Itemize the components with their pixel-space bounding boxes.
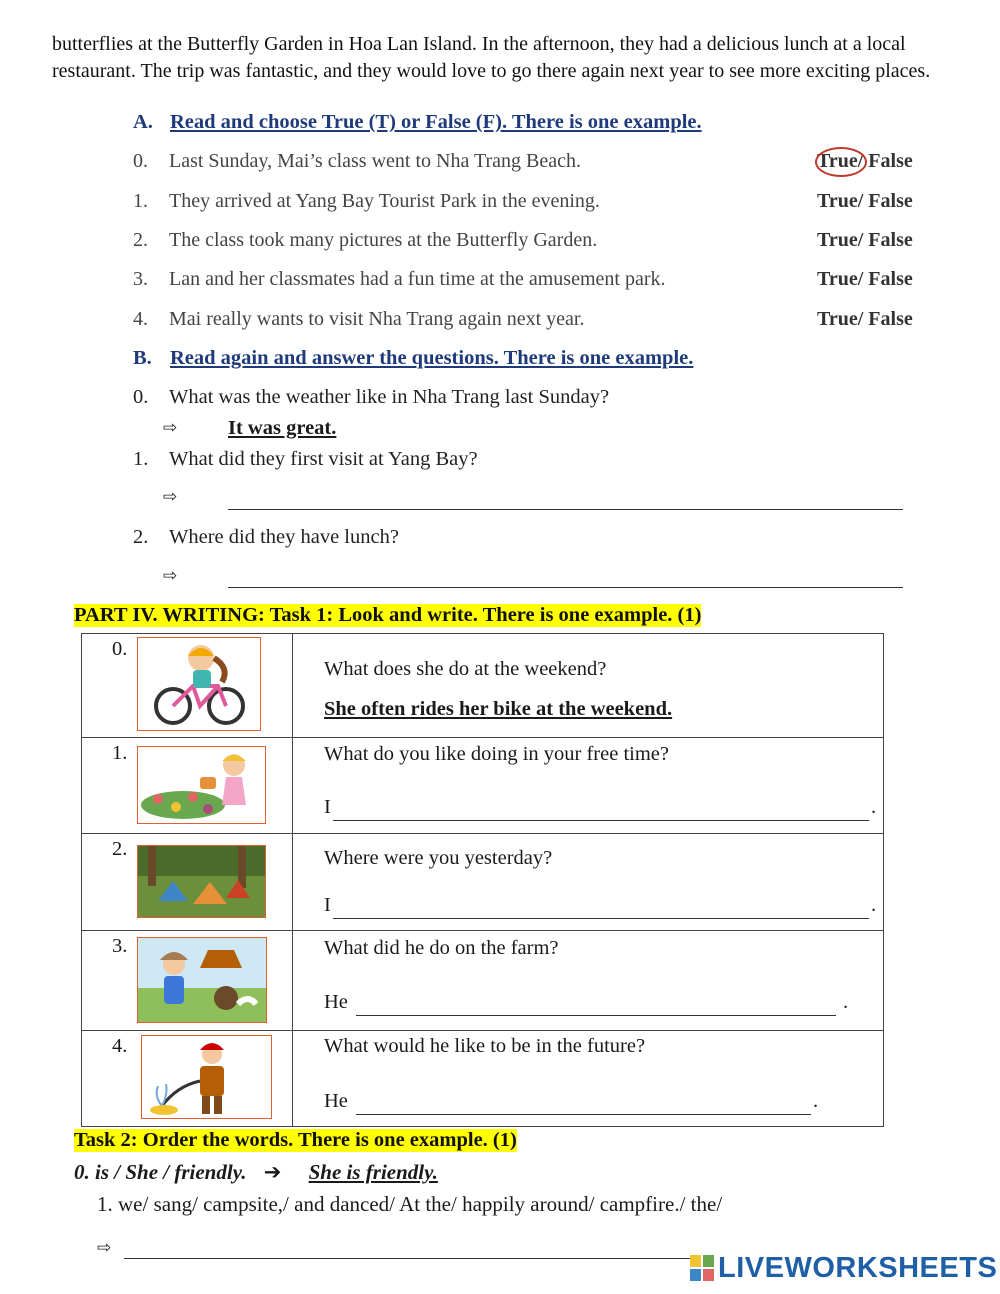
picture-cell: [82, 834, 293, 931]
tf-num: 4.: [133, 308, 148, 330]
section-a-heading: [133, 111, 933, 137]
answer-prefix: He: [324, 1090, 348, 1112]
tf-choice[interactable]: True/ False: [817, 268, 913, 290]
passage-text: butterflies at the Butterfly Garden in Hoa Lan Island. In the afternoon, they had a delicious lunch at a local restaurant. The trip was fantastic, and they would love to go there again next year to see more exciting places.: [52, 33, 931, 82]
question-cell: [293, 931, 884, 1031]
task2-heading: Task 2: Order the words. There is one example. (1): [74, 1129, 517, 1151]
row-number: 4.: [112, 1035, 128, 1057]
boy-on-farm-picture: [137, 937, 267, 1023]
row-number: 1.: [112, 742, 128, 764]
task2-example: [74, 1160, 438, 1185]
arrow-icon: ⇨: [163, 566, 178, 586]
tf-row-2: [133, 229, 933, 257]
picture-cell: [82, 931, 293, 1031]
question-cell: [293, 1031, 884, 1127]
picture-cell: [82, 1031, 293, 1127]
example-words: 0. is / She / friendly.: [74, 1160, 247, 1184]
table-row: [82, 931, 884, 1031]
arrow-icon: ⇨: [97, 1238, 112, 1258]
question-cell: [293, 738, 884, 834]
arrow-icon: ⇨: [163, 418, 178, 438]
arrow-icon: ⇨: [163, 487, 178, 507]
picture-cell: [82, 634, 293, 738]
girl-watering-flowers-picture: [137, 746, 266, 824]
section-a-letter: A.: [133, 111, 153, 133]
question-num: 0.: [133, 386, 149, 408]
row-number: 3.: [112, 935, 128, 957]
question-text: What did they first visit at Yang Bay?: [169, 448, 478, 470]
table-row: [82, 834, 884, 931]
right-arrow-icon: ➔: [263, 1160, 282, 1184]
answer-line-2[interactable]: [228, 587, 903, 588]
picture-cell: [82, 738, 293, 834]
tf-row-3: [133, 268, 933, 296]
question-cell: [293, 634, 884, 738]
question-text: Where were you yesterday?: [324, 847, 553, 869]
tf-num: 2.: [133, 229, 148, 251]
section-b-heading: [133, 347, 933, 373]
campsite-picture: [137, 845, 266, 918]
question-text: Where did they have lunch?: [169, 526, 399, 548]
row-number: 2.: [112, 838, 128, 860]
task2-item-1: 1. we/ sang/ campsite,/ and danced/ At the/ happily around/ campfire./ the/: [97, 1192, 723, 1216]
answer-suffix: .: [843, 991, 849, 1013]
answer-suffix: .: [871, 796, 877, 818]
answer-line[interactable]: [356, 1015, 836, 1016]
tf-statement: They arrived at Yang Bay Tourist Park in the evening.: [169, 190, 600, 212]
tf-statement: Last Sunday, Mai’s class went to Nha Trang Beach.: [169, 150, 581, 172]
question-text: What would he like to be in the future?: [324, 1035, 646, 1057]
question-num: 1.: [133, 448, 149, 470]
tf-statement: Lan and her classmates had a fun time at the amusement park.: [169, 268, 666, 290]
row-number: 0.: [112, 638, 128, 660]
question-text: What do you like doing in your free time?: [324, 743, 669, 765]
logo-icon: [690, 1255, 714, 1281]
question-text: What does she do at the weekend?: [324, 658, 607, 680]
answer-prefix: I: [324, 894, 331, 916]
table-row: [82, 1031, 884, 1127]
logo-text: LIVEWORKSHEETS: [718, 1251, 998, 1284]
tf-num: 0.: [133, 150, 148, 172]
tf-statement: Mai really wants to visit Nha Trang again next year.: [169, 308, 585, 330]
example-answer: She is friendly.: [308, 1160, 438, 1184]
answer-prefix: I: [324, 796, 331, 818]
section-a-title: Read and choose True (T) or False (F). There is one example.: [170, 111, 702, 133]
tf-row-0: [133, 150, 933, 178]
tf-row-1: [133, 190, 933, 218]
girl-bike-picture: [137, 637, 261, 731]
answer-suffix: .: [813, 1090, 819, 1112]
tf-num: 3.: [133, 268, 148, 290]
example-answer: It was great.: [228, 417, 337, 439]
tf-choice[interactable]: True/ False: [817, 190, 913, 212]
example-circle-mark: [815, 147, 867, 177]
answer-line[interactable]: [333, 918, 869, 919]
section-b-title: Read again and answer the questions. There is one example.: [170, 347, 694, 369]
question-cell: [293, 834, 884, 931]
tf-row-4: [133, 308, 933, 336]
table-row: [82, 634, 884, 738]
firefighter-picture: [141, 1035, 272, 1119]
tf-statement: The class took many pictures at the Butterfly Garden.: [169, 229, 598, 251]
question-text: What did he do on the farm?: [324, 937, 559, 959]
answer-suffix: .: [871, 894, 877, 916]
section-b-letter: B.: [133, 347, 152, 369]
answer-line[interactable]: [356, 1114, 811, 1115]
answer-line[interactable]: [333, 820, 869, 821]
tf-num: 1.: [133, 190, 148, 212]
writing-table: [81, 633, 884, 1127]
table-row: [82, 738, 884, 834]
tf-choice[interactable]: True/ False: [817, 308, 913, 330]
question-num: 2.: [133, 526, 149, 548]
question-text: What was the weather like in Nha Trang last Sunday?: [169, 386, 610, 408]
answer-line-task2[interactable]: [124, 1258, 694, 1259]
answer-prefix: He: [324, 991, 348, 1013]
tf-choice-example: True/ False: [817, 150, 913, 172]
example-answer: She often rides her bike at the weekend.: [324, 698, 673, 720]
liveworksheets-logo: [690, 1252, 997, 1284]
part4-heading: PART IV. WRITING: Task 1: Look and write. There is one example. (1): [74, 604, 702, 626]
answer-line-1[interactable]: [228, 509, 903, 510]
tf-choice[interactable]: True/ False: [817, 229, 913, 251]
